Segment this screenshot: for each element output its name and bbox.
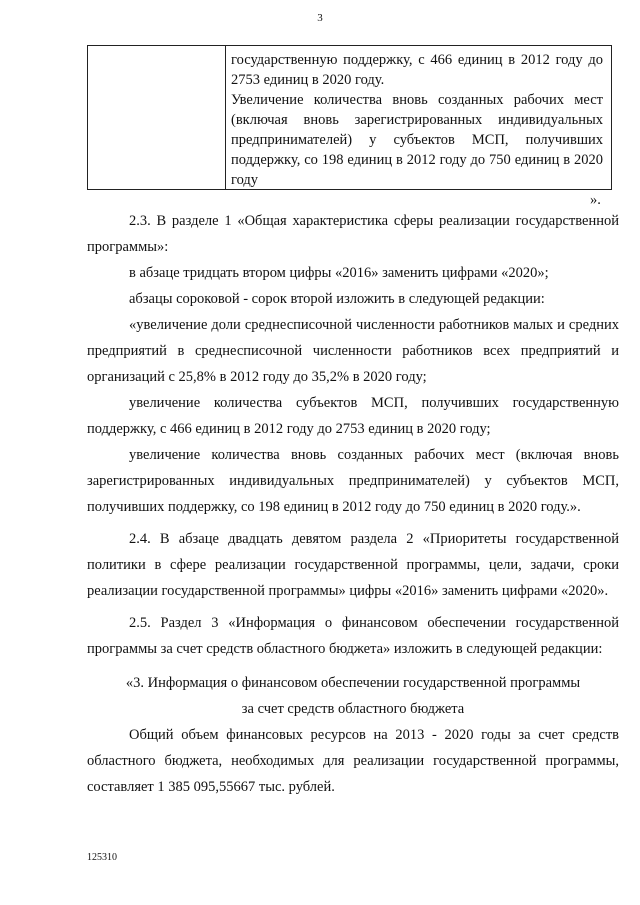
continuation-table	[87, 45, 612, 190]
section-heading-line-2: за счет средств областного бюджета	[241, 701, 465, 717]
paragraph-total-funding: Общий объем финансовых ресурсов на 2013 - 2020 годы за счет средств областного бюджета, необходимых для реализации государственной программы, составляет 1 385 095,55667 тыс. рублей.	[87, 727, 619, 795]
quoted-paragraph-3: увеличение количества вновь созданных рабочих мест (включая вновь зарегистрированных индивидуальных предпринимателей) у субъектов МСП, получивших поддержку, со 198 единиц в 2012 году до 750 единиц в 2020 году.».	[87, 447, 619, 515]
paragraph-abzac-30: в абзаце тридцать втором цифры «2016» заменить цифрами «2020»;	[129, 265, 549, 281]
page-number: 3	[317, 12, 323, 24]
section-heading-line-1: «3. Информация о финансовом обеспечении государственной программы	[125, 675, 581, 691]
paragraph-abzacy-40-42: абзацы сороковой - сорок второй изложить в следующей редакции:	[129, 291, 545, 307]
paragraph-2-3: 2.3. В разделе 1 «Общая характеристика сферы реализации государственной программы»:	[87, 213, 619, 255]
table-cell-text-2: Увеличение количества вновь созданных рабочих мест (включая вновь зарегистрированных индивидуальных предпринимателей) у субъектов МСП, получивших поддержку, со 198 единиц в 2012 году до 750 единиц в 2020 году	[231, 92, 603, 188]
table-cell-text-1: государственную поддержку, с 466 единиц в 2012 году до 2753 единиц в 2020 году.	[231, 52, 603, 88]
paragraph-2-4: 2.4. В абзаце двадцать девятом раздела 2 «Приоритеты государственной политики в сфере реализации государственной программы, цели, задачи, сроки реализации государственной программы» цифры «2016» заменить цифрами «2020».	[87, 531, 619, 599]
table-column-divider	[225, 46, 226, 189]
paragraph-2-5: 2.5. Раздел 3 «Информация о финансовом обеспечении государственной программы за счет средств областного бюджета» изложить в следующей редакции:	[87, 615, 619, 657]
document-code: 125310	[87, 852, 117, 863]
document-body	[87, 208, 619, 800]
table-cell-indicators	[231, 50, 603, 190]
closing-quote: ».	[590, 192, 601, 208]
quoted-paragraph-1: «увеличение доли среднесписочной численности работников малых и средних предприятий в среднесписочной численности работников всех предприятий и организаций с 25,8% в 2012 году до 35,2% в 2020 году;	[87, 317, 619, 385]
quoted-paragraph-2: увеличение количества субъектов МСП, получивших государственную поддержку, с 466 единиц в 2012 году до 2753 единиц в 2020 году;	[87, 395, 619, 437]
